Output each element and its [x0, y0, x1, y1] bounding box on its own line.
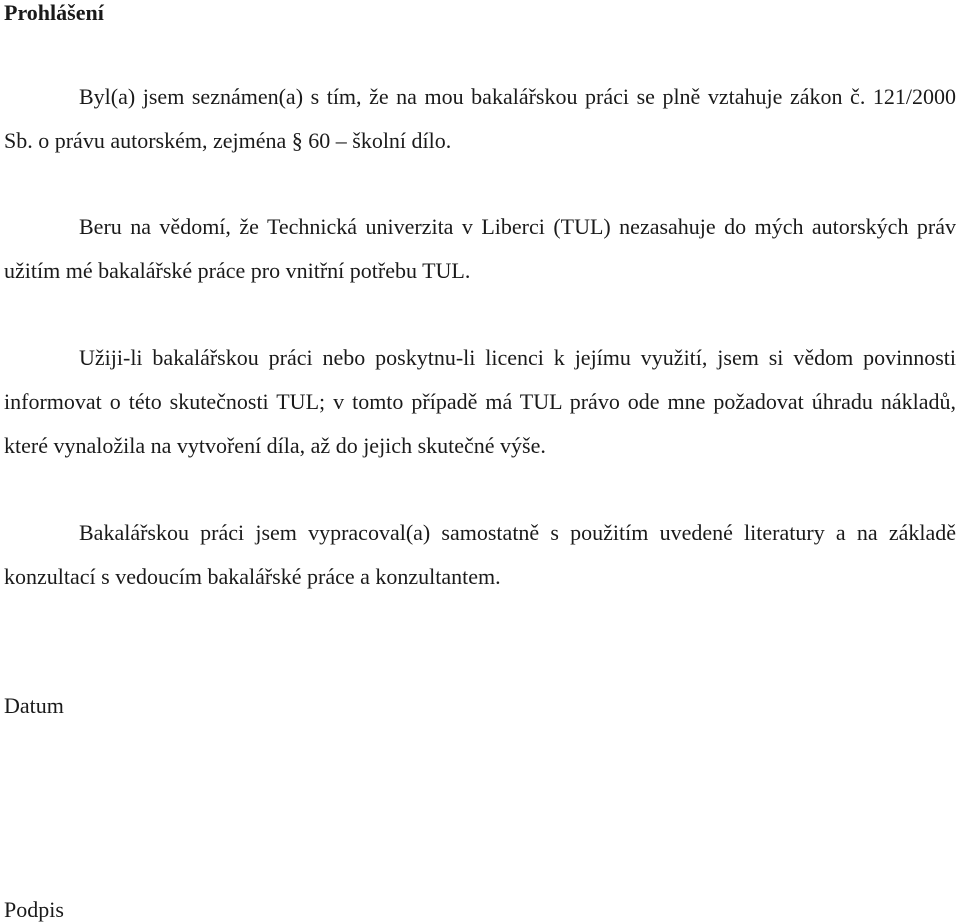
paragraph-license-obligation: Užiji-li bakalářskou práci nebo poskytnu-li licenci k jejímu využití, jsem si vědom povinnosti informovat o této skutečnosti TUL; v tomto případě má TUL právo ode mne požadovat úhradu nákladů, které vynaložila na vytvoření díla, až do jejich skutečné výše.: [4, 345, 956, 458]
paragraph-independent-work: Bakalářskou práci jsem vypracoval(a) samostatně s použitím uvedené literatury a na základě konzultací s vedoucím bakalářské práce a konzultantem.: [4, 520, 956, 589]
paragraph-university-rights: Beru na vědomí, že Technická univerzita v Liberci (TUL) nezasahuje do mých autorských práv užitím mé bakalářské práce pro vnitřní potřebu TUL.: [4, 214, 956, 283]
paragraph-copyright-law: Byl(a) jsem seznámen(a) s tím, že na mou bakalářskou práci se plně vztahuje zákon č. 121/2000 Sb. o právu autorském, zejména § 60 – školní dílo.: [4, 84, 956, 153]
page-title: Prohlášení: [4, 0, 104, 25]
signature-label: Podpis: [4, 897, 64, 922]
date-label: Datum: [4, 693, 64, 718]
